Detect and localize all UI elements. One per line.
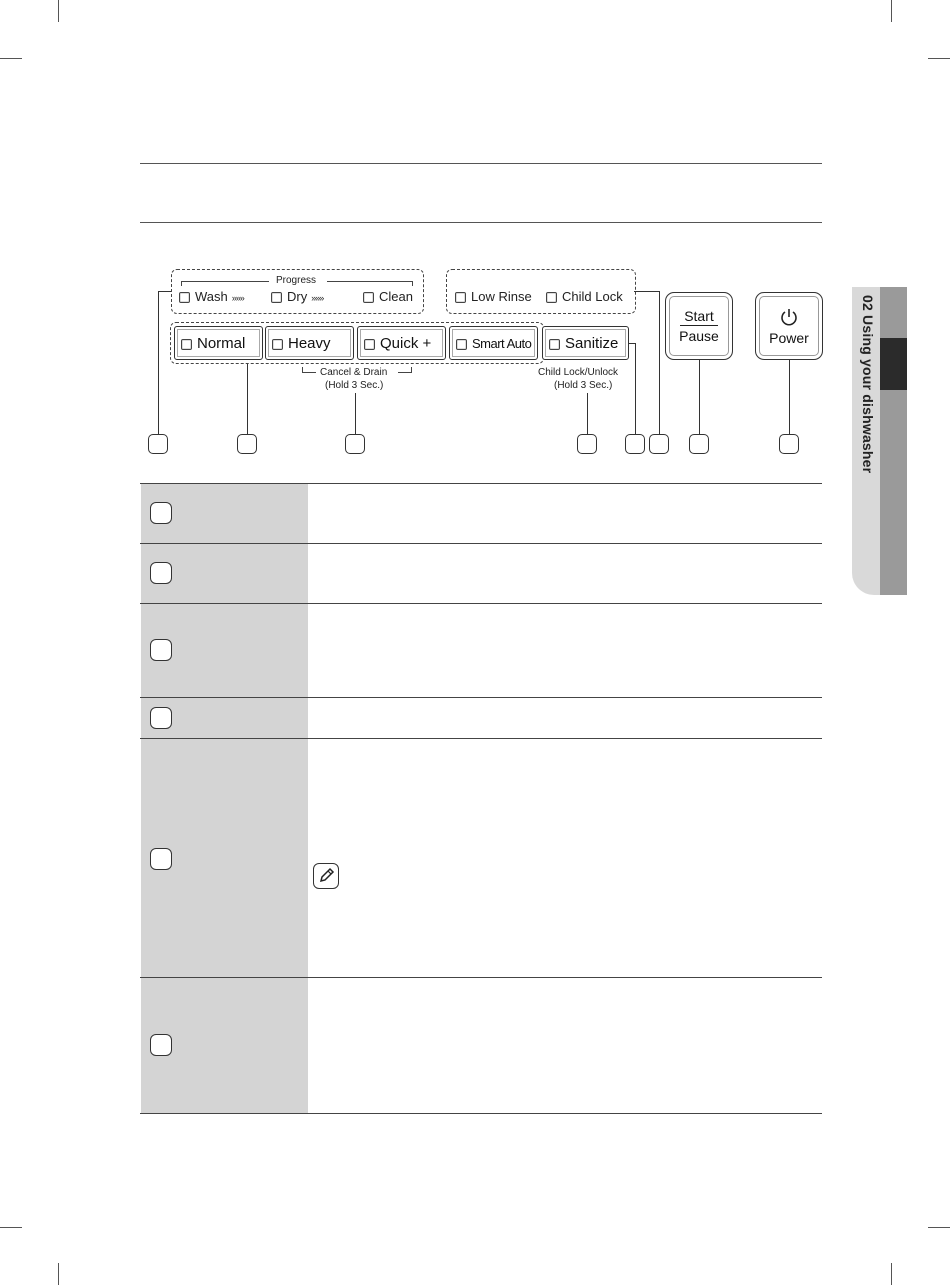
power-icon <box>779 307 799 327</box>
progress-bracket-left <box>181 281 269 282</box>
callout-2 <box>237 434 257 454</box>
wash-led <box>179 292 190 303</box>
cycle-button-quick[interactable] <box>357 326 446 360</box>
start-pause-divider <box>680 325 718 326</box>
cycle-button-heavy[interactable] <box>265 326 354 360</box>
note-pencil-icon <box>313 863 339 889</box>
side-tab-label: 02 Using your dishwasher <box>860 295 876 474</box>
cancel-bracket-right-tick <box>411 367 412 372</box>
leader-sanitize-v <box>635 343 636 434</box>
note-pencil-glyph <box>314 864 337 887</box>
crop-mark <box>891 0 892 22</box>
low-rinse-led <box>455 292 466 303</box>
crop-mark <box>0 1227 22 1228</box>
side-tab-marker <box>880 338 907 390</box>
clean-label: Clean <box>379 289 413 304</box>
heavy-label: Heavy <box>288 335 331 352</box>
start-label: Start <box>684 308 714 324</box>
leader-options-v <box>659 291 660 434</box>
child-lock-hint: Child Lock/Unlock <box>538 367 619 378</box>
leader-normal <box>247 364 248 434</box>
leader-progress-v <box>158 291 159 434</box>
crop-mark <box>58 1263 59 1285</box>
sanitize-led <box>549 339 560 350</box>
leader-progress-h <box>158 291 171 292</box>
callout-8 <box>779 434 799 454</box>
cancel-bracket-left-tick <box>302 367 303 372</box>
row-number-box <box>150 848 172 870</box>
crop-mark <box>891 1263 892 1285</box>
callout-3 <box>345 434 365 454</box>
dry-label: Dry <box>287 289 308 304</box>
child-lock-label: Child Lock <box>562 289 623 304</box>
leader-options-h <box>634 291 660 292</box>
wash-arrows: »»» <box>231 293 244 303</box>
wash-label: Wash <box>195 289 228 304</box>
cancel-drain-hold: (Hold 3 Sec.) <box>325 380 384 391</box>
progress-title: Progress <box>276 275 317 286</box>
power-button[interactable] <box>755 292 823 360</box>
cancel-bracket-left <box>302 372 316 373</box>
progress-bracket-right <box>327 281 413 282</box>
progress-bracket-right-tick <box>412 281 413 286</box>
leader-start <box>699 360 700 434</box>
callout-7 <box>689 434 709 454</box>
crop-mark <box>0 58 22 59</box>
callout-4 <box>577 434 597 454</box>
row-number-box <box>150 707 172 729</box>
normal-label: Normal <box>197 335 246 352</box>
table-bottom-rule <box>140 1113 822 1114</box>
pause-label: Pause <box>679 328 719 344</box>
low-rinse-label: Low Rinse <box>471 289 532 304</box>
side-tab-strip <box>880 287 907 595</box>
sanitize-label: Sanitize <box>565 335 619 352</box>
header-rule-top <box>140 163 822 164</box>
quick-led <box>364 339 375 350</box>
progress-dry <box>271 289 323 304</box>
power-label: Power <box>769 330 809 346</box>
cycle-button-normal[interactable] <box>174 326 263 360</box>
low-rinse-indicator <box>455 289 532 304</box>
dry-led <box>271 292 282 303</box>
clean-led <box>363 292 374 303</box>
heavy-led <box>272 339 283 350</box>
crop-mark <box>928 1227 950 1228</box>
dry-arrows: »»» <box>311 293 324 303</box>
start-pause-button[interactable] <box>665 292 733 360</box>
cancel-drain-label: Cancel & Drain <box>320 367 388 378</box>
leader-power <box>789 360 790 434</box>
child-lock-indicator <box>546 289 623 304</box>
normal-led <box>181 339 192 350</box>
sanitize-button[interactable] <box>542 326 629 360</box>
progress-wash <box>179 289 244 304</box>
row-number-box <box>150 502 172 524</box>
quick-label: Quick + <box>380 335 432 352</box>
crop-mark <box>58 0 59 22</box>
row-number-box <box>150 562 172 584</box>
leader-cancel <box>355 393 356 434</box>
smart-auto-label: Smart Auto <box>472 336 532 351</box>
child-lock-led <box>546 292 557 303</box>
progress-bracket-left-tick <box>181 281 182 286</box>
crop-mark <box>928 58 950 59</box>
row-number-box <box>150 1034 172 1056</box>
header-rule-bottom <box>140 222 822 223</box>
smart-auto-led <box>456 339 467 350</box>
leader-child-lock-hint <box>587 393 588 434</box>
row-number-box <box>150 639 172 661</box>
callout-5 <box>625 434 645 454</box>
callout-1 <box>148 434 168 454</box>
cycle-button-smart-auto[interactable] <box>449 326 538 360</box>
cancel-bracket-right <box>398 372 412 373</box>
callout-6 <box>649 434 669 454</box>
child-lock-hold: (Hold 3 Sec.) <box>554 380 613 391</box>
progress-clean <box>363 289 413 304</box>
